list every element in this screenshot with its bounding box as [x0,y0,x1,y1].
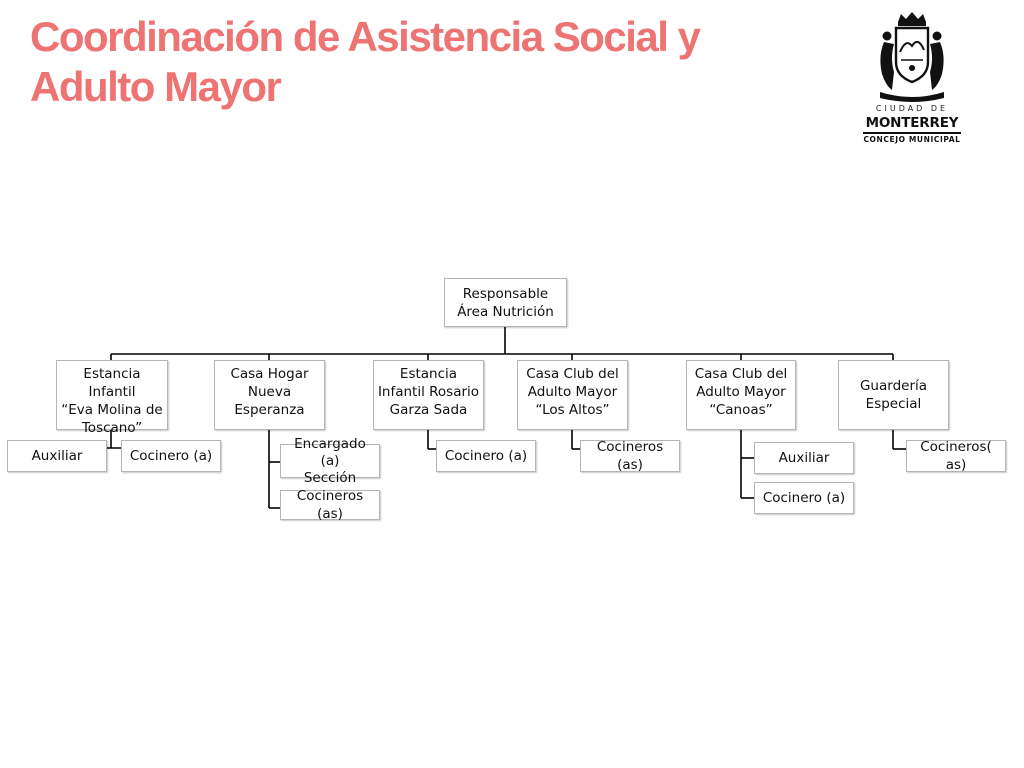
org-node-branch: Casa Club del Adulto Mayor “Canoas” [686,360,796,430]
org-node-child: Auxiliar [754,442,854,474]
logo-small-text: CIUDAD DE [875,104,949,113]
org-node-branch: Casa Club del Adulto Mayor “Los Altos” [517,360,628,430]
org-node-child: Auxiliar [7,440,107,472]
slide-title-line-1: Coordinación de Asistencia Social y [30,13,700,60]
org-node-child: Cocinero (a) [436,440,536,472]
org-node-branch: Casa Hogar Nueva Esperanza [214,360,325,430]
org-node-child: Encargado (a) Sección [280,444,380,478]
org-node-child: Cocinero (a) [754,482,854,514]
org-node-child: Cocineros (as) [280,490,380,520]
org-node-child: Cocineros (as) [580,440,680,472]
org-node-branch: Estancia Infantil “Eva Molina de Toscano” [56,360,168,430]
logo-city-name: MONTERREY [865,115,959,131]
org-node-branch: Estancia Infantil Rosario Garza Sada [373,360,484,430]
org-node-child: Cocinero (a) [121,440,221,472]
slide-title-line-2: Adulto Mayor [30,63,281,110]
logo-council-text: CONCEJO MUNICIPAL [863,135,961,144]
org-node-root: Responsable Área Nutrición [444,278,567,327]
org-node-child: Cocineros( as) [906,440,1006,472]
org-node-branch: Guardería Especial [838,360,949,430]
